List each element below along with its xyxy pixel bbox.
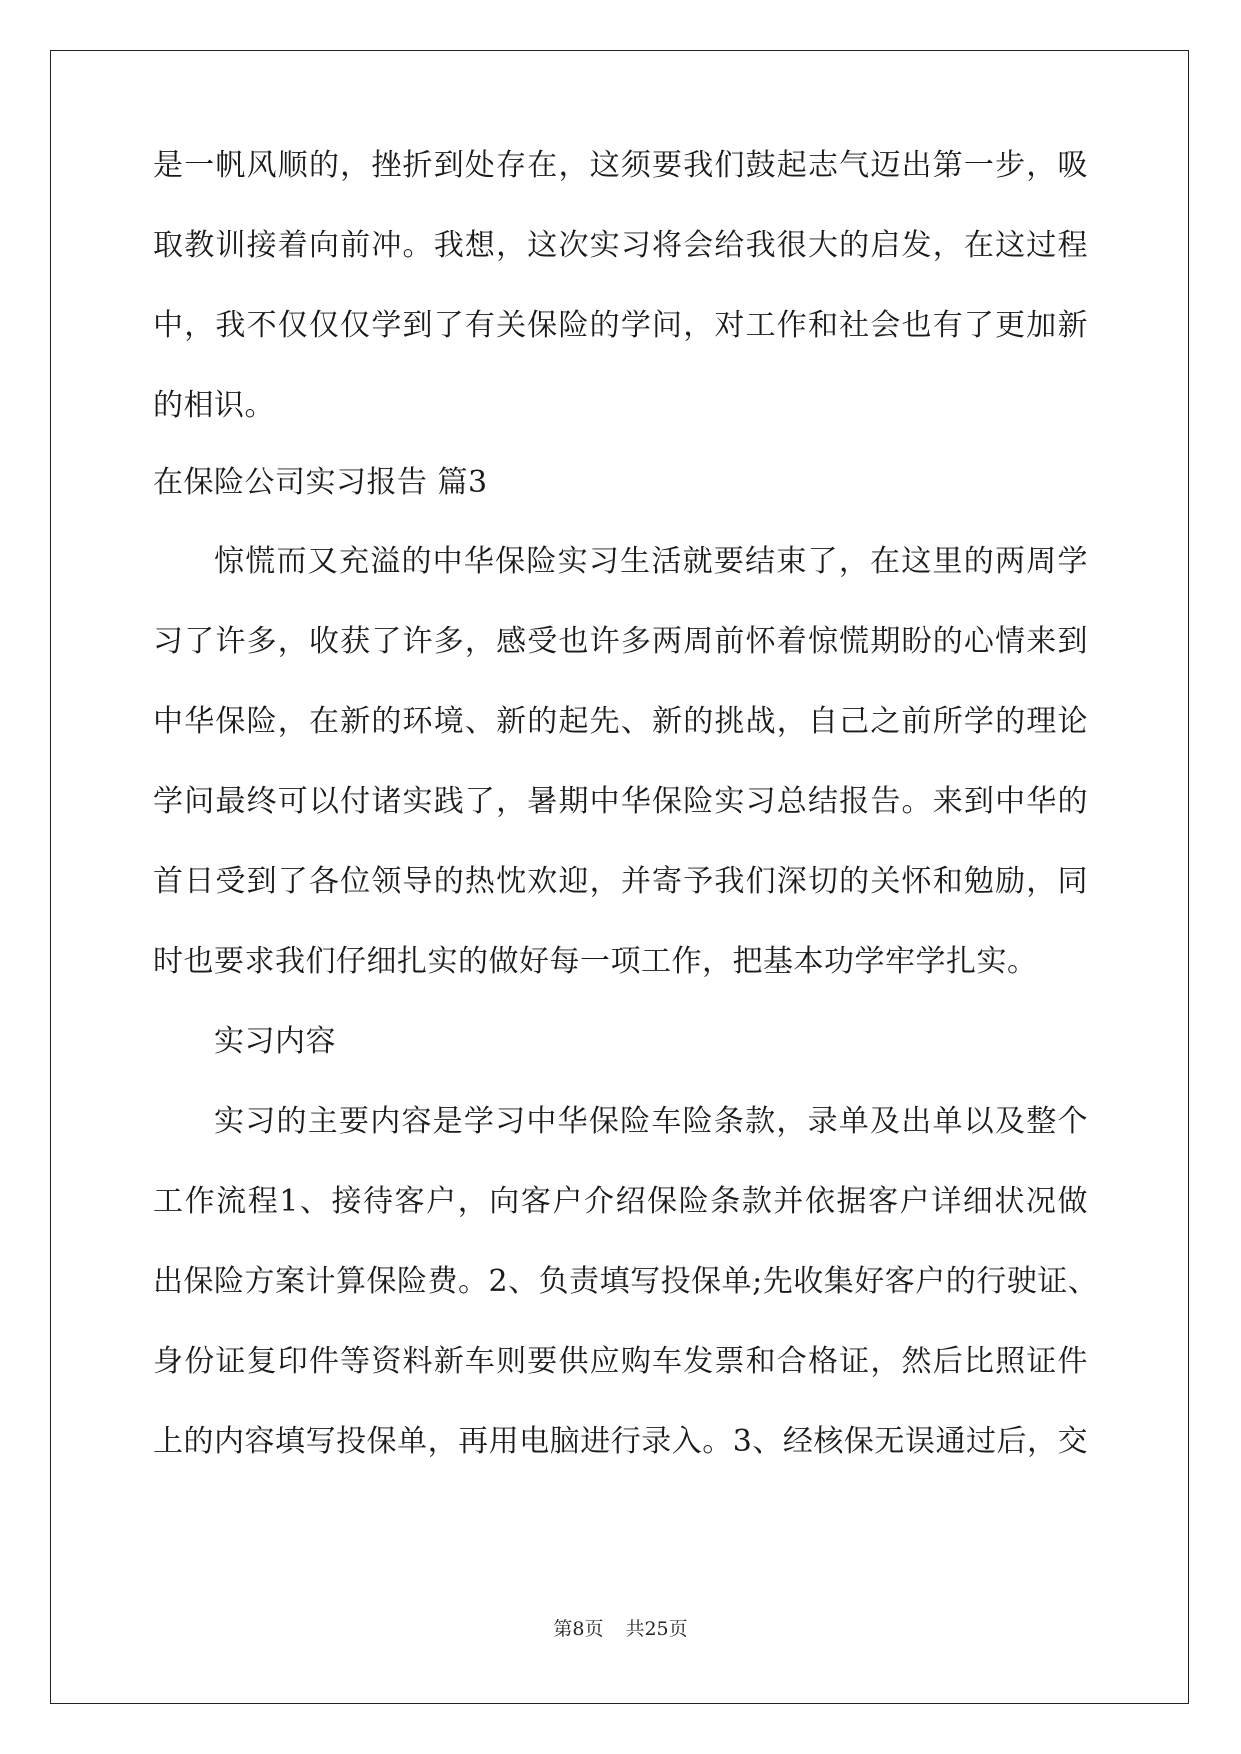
body-line: 中，我不仅仅仅学到了有关保险的学问，对工作和社会也有了更加新 [153, 308, 1088, 343]
body-line: 的相识。 [153, 388, 275, 423]
body-line: 时也要求我们仔细扎实的做好每一项工作，把基本功学牢学扎实。 [153, 944, 1038, 979]
section-heading: 在保险公司实习报告 篇3 [153, 465, 488, 500]
body-line: 取教训接着向前冲。我想，这次实习将会给我很大的启发，在这过程 [153, 228, 1088, 263]
subheading: 实习内容 [214, 1024, 336, 1059]
body-line: 上的内容填写投保单，再用电脑进行录入。3、经核保无误通过后，交 [153, 1424, 1088, 1459]
body-line: 学问最终可以付诸实践了，暑期中华保险实习总结报告。来到中华的 [153, 784, 1088, 819]
body-line: 首日受到了各位领导的热忱欢迎，并寄予我们深切的关怀和勉励，同 [153, 864, 1088, 899]
body-line: 是一帆风顺的，挫折到处存在，这须要我们鼓起志气迈出第一步，吸 [153, 148, 1088, 183]
page-number: 第8页 [553, 1618, 604, 1640]
body-line: 出保险方案计算保险费。2、负责填写投保单;先收集好客户的行驶证、 [153, 1264, 1099, 1299]
body-line: 身份证复印件等资料新车则要供应购车发票和合格证，然后比照证件 [153, 1344, 1088, 1379]
total-pages: 共25页 [625, 1618, 688, 1640]
page-footer [0, 1617, 1241, 1641]
body-line: 惊慌而又充溢的中华保险实习生活就要结束了，在这里的两周学 [214, 544, 1088, 579]
body-line: 实习的主要内容是学习中华保险车险条款，录单及出单以及整个 [214, 1104, 1088, 1139]
body-line: 中华保险，在新的环境、新的起先、新的挑战，自己之前所学的理论 [153, 704, 1088, 739]
body-line: 工作流程1、接待客户，向客户介绍保险条款并依据客户详细状况做 [153, 1184, 1088, 1219]
body-line: 习了许多，收获了许多，感受也许多两周前怀着惊慌期盼的心情来到 [153, 624, 1088, 659]
